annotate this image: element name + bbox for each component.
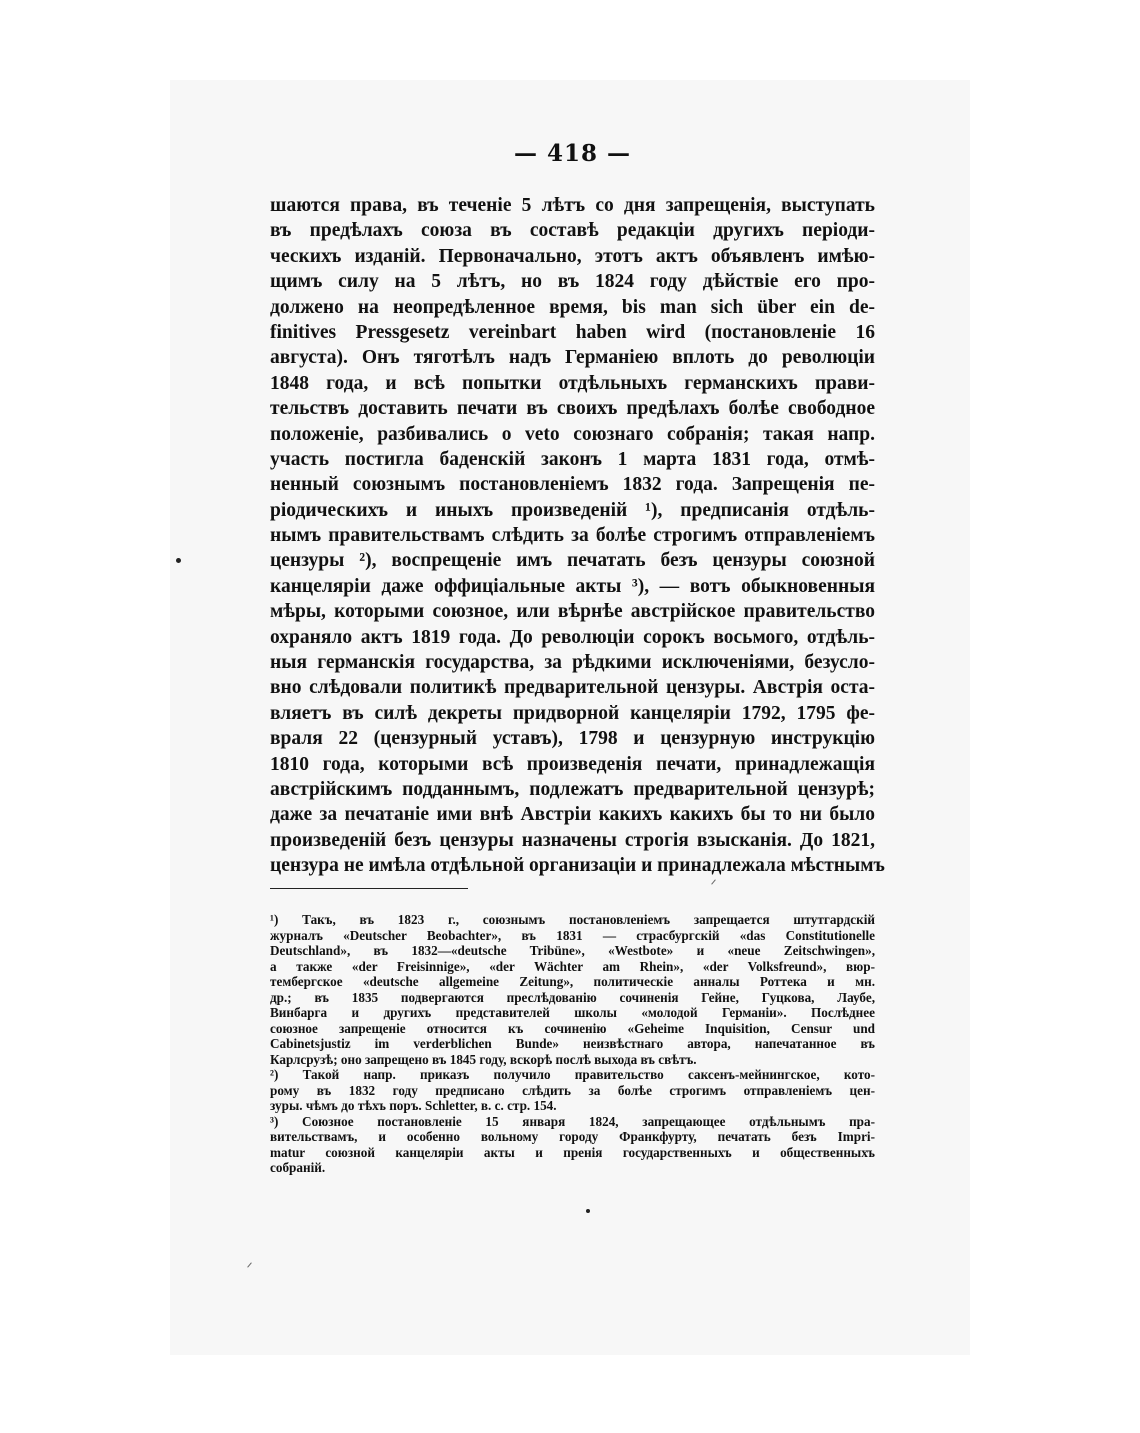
body-line: участь постигла баденскій законъ 1 марта 1831 года, отмѣ- [270,448,875,470]
footnote-line: др.; въ 1835 подвергаются преслѣдованію сочиненія Гейне, Гуцкова, Лаубе, [270,989,875,1005]
body-line: австрійскимъ подданнымъ, подлежатъ предварительной цензурѣ; [270,778,875,800]
body-line: канцеляріи даже оффиціальные акты ³), — вотъ обыкновенныя [270,575,875,597]
footnote-line: журналъ «Deutscher Beobachter», въ 1831 — страсбургскій «das Constitutionelle [270,927,875,943]
footnote-line: союзное запрещеніе относится къ сочиненію «Geheime Inquisition, Censur und [270,1020,875,1036]
footnote-line: ²) Такой напр. приказъ получило правительство саксенъ-мейнингское, кото- [270,1067,875,1082]
footnote-line: вительствамъ, и особенно вольному городу Франкфурту, печатать безъ Impri- [270,1129,875,1144]
footnote-line: зуры. чѣмъ до тѣхъ поръ. Schletter, в. с. стр. 154. [270,1098,557,1113]
scan-speck [176,558,181,563]
footnote-line: ³) Союзное постановленіе 15 января 1824, запрещающее отдѣльнымъ пра- [270,1113,875,1129]
body-line: ныя германскія государства, за рѣдкими исключеніями, безусло- [270,652,875,674]
footnote-line: matur союзной канцеляріи акты и пренія государственныхъ и общественныхъ [270,1144,875,1160]
body-line: ненный союзнымъ постановленіемъ 1832 года. Запрещенія пе- [270,474,875,496]
body-line: ческихъ изданій. Первоначально, этотъ актъ объявленъ имѣю- [270,245,875,267]
footnote-line: собраній. [270,1160,326,1175]
body-line: даже за печатаніе ими внѣ Австріи какихъ какихъ бы то ни было [270,804,875,826]
body-line: вно слѣдовали политикѣ предварительной цензуры. Австрія оста- [270,677,875,699]
body-line: щимъ силу на 5 лѣтъ, но въ 1824 году дѣйствіе его про- [270,271,875,293]
body-line: августа). Онъ тяготѣлъ надъ Германіею вплоть до революціи [270,347,875,369]
body-line: враля 22 (цензурный уставъ), 1798 и цензурную инструкцію [270,728,875,750]
body-line: цензура не имѣла отдѣльной организаціи и принадлежала мѣстнымъ [270,855,885,877]
body-line: произведеній безъ цензуры назначены строгія взысканія. До 1821, [270,829,875,851]
footnote-line: а также «der Freisinnige», «der Wächter am Rhein», «der Volksfreund», вюр- [270,958,875,974]
footnote-line: Deutschland», въ 1832—«deutsche Tribüne», «Westbote» и «neue Zeitschwingen», [270,943,875,958]
body-line: должено на неопредѣленное время, bis man sich über ein de- [270,296,875,318]
footnote-line: ¹) Такъ, въ 1823 г., союзнымъ постановленіемъ запрещается штутгардскій [270,912,875,927]
body-line: охраняло актъ 1819 года. До революціи сорокъ восьмого, отдѣль- [270,626,875,648]
body-line: нымъ правительствамъ слѣдить за болѣе строгимъ отправленіемъ [270,525,875,547]
body-line: шаются права, въ теченіе 5 лѣтъ со дня запрещенія, выступать [270,195,875,216]
scan-speck [586,1209,590,1213]
body-line: 1810 года, которыми всѣ произведенія печати, принадлежащія [270,753,875,775]
footnote-line: рому въ 1832 году предписано слѣдить за болѣе строгимъ отправленіемъ цен- [270,1082,875,1098]
footnote-line: Карлсрузѣ; оно запрещено въ 1845 году, вскорѣ послѣ выхода въ свѣтъ. [270,1051,697,1067]
footnote-line: Винбарга и другихъ представителей школы «молодой Германіи». Послѣднее [270,1005,875,1020]
footnotes [270,912,875,1176]
footnote-line: тембергское «deutsche allgemeine Zeitung», политическіе анналы Роттека и мн. [270,974,875,989]
body-text [270,193,885,879]
body-line: finitives Pressgesetz vereinbart haben wird (постановленіе 16 [270,321,875,343]
body-line: цензуры ²), воспрещеніе имъ печатать безъ цензуры союзной [270,550,875,572]
body-line: въ предѣлахъ союза въ составѣ редакціи другихъ періоди- [270,220,875,242]
footnote-line: Cabinetsjustiz im verderblichen Bunde» неизвѣстнаго автора, напечатанное въ [270,1036,875,1051]
footnote-divider [270,888,468,889]
body-line: ріодическихъ и иныхъ произведеній ¹), предписанія отдѣль- [270,499,875,521]
body-line: 1848 года, и всѣ попытки отдѣльныхъ германскихъ прави- [270,372,875,394]
body-line: вляетъ въ силѣ декреты придворной канцеляріи 1792, 1795 фе- [270,702,875,724]
body-line: тельствъ доставить печати въ своихъ предѣлахъ болѣе свободное [270,398,875,420]
body-line: мѣры, которыми союзное, или вѣрнѣе австрійское правительство [270,601,875,623]
body-line: положеніе, разбивались о veto союзнаго собранія; такая напр. [270,423,875,445]
page-number: — 418 — [513,140,632,167]
